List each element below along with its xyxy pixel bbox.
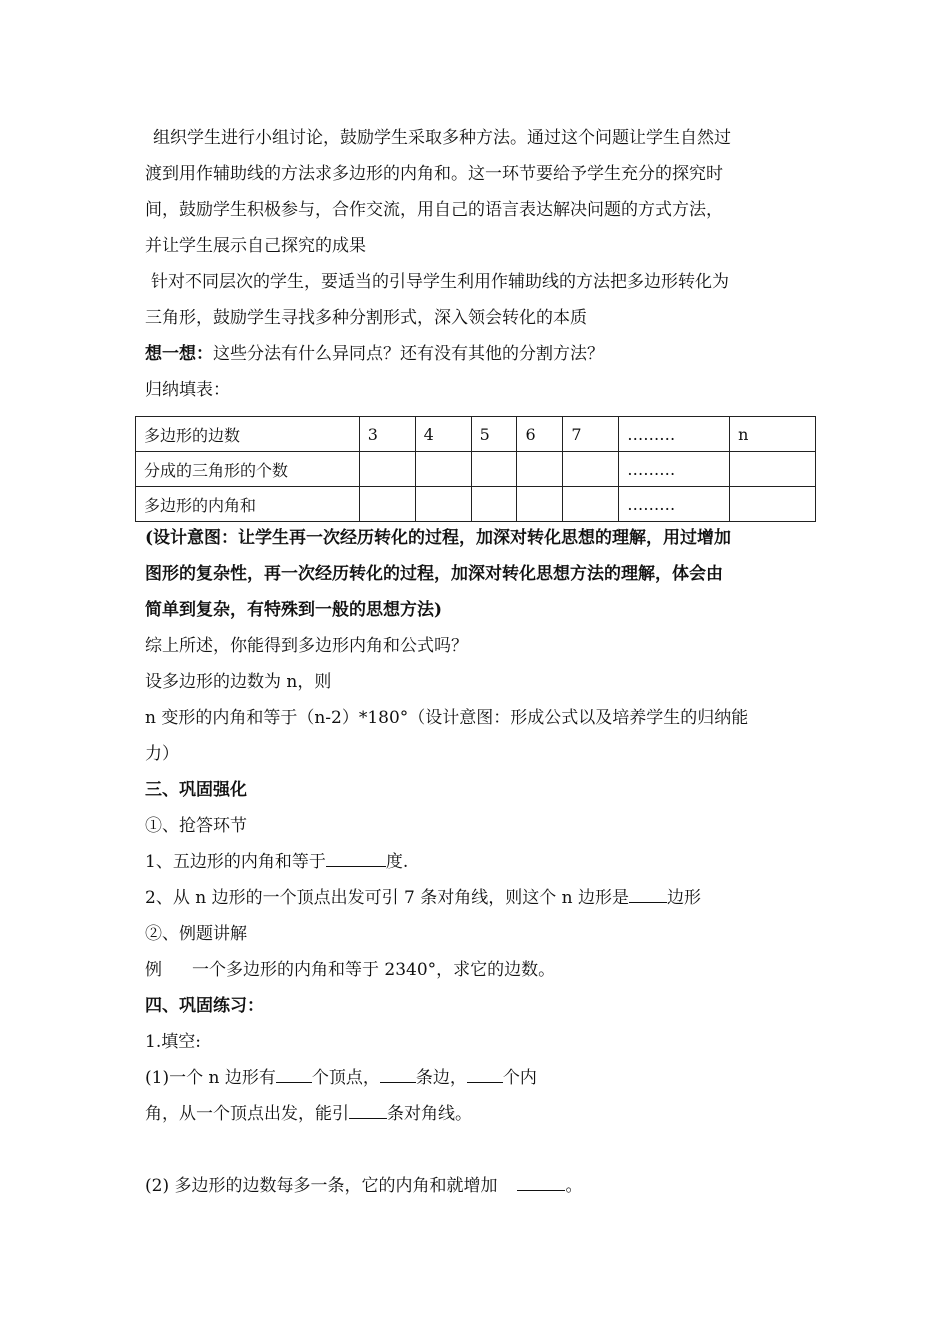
table-cell [563, 487, 619, 522]
fill-text: 个内 [502, 1068, 537, 1088]
fill-text: (1)一个 n 边形有 [145, 1068, 276, 1088]
table-cell [359, 452, 415, 487]
table-cell: ……… [619, 417, 730, 452]
table-cell: 分成的三角形的个数 [136, 452, 360, 487]
fill-text: (2) 多边形的边数每多一条，它的内角和就增加 [145, 1176, 498, 1196]
table-row [136, 487, 816, 522]
question-2 [145, 880, 815, 916]
fill-text: 个顶点， [311, 1068, 380, 1088]
section-4-title: 四、巩固练习： [145, 996, 264, 1016]
fill-text: 条对角线。 [387, 1104, 472, 1124]
example [145, 952, 815, 988]
think-prompt [145, 336, 815, 372]
table-cell: ……… [619, 452, 730, 487]
fill-text: 条边， [415, 1068, 467, 1088]
think-label: 想一想： [145, 344, 213, 364]
table-cell [471, 452, 517, 487]
summary-label: 归纳填表： [145, 380, 230, 400]
section-3-sub-2: ②、例题讲解 [145, 924, 247, 944]
fill-text: 角，从一个顶点出发，能引 [145, 1104, 349, 1124]
fill-label: 1.填空: [145, 1032, 201, 1052]
question-1 [145, 844, 815, 880]
table-cell [471, 487, 517, 522]
section-3-sub-1: ①、抢答环节 [145, 816, 247, 836]
answer-blank[interactable] [629, 888, 667, 903]
formula-line-1: n 变形的内角和等于（n-2）*180°（设计意图：形成公式以及培养学生的归纳能 [145, 708, 749, 728]
example-text: 一个多边形的内角和等于 2340°，求它的边数。 [192, 960, 556, 980]
table-row [136, 417, 816, 452]
section-3-title: 三、巩固强化 [145, 780, 247, 800]
question-2-suffix: 边形 [666, 888, 701, 908]
answer-blank[interactable] [326, 852, 386, 867]
fill-question-1-line-2 [145, 1096, 815, 1132]
table-row [136, 452, 816, 487]
intro-paragraph-2-line-1: 针对不同层次的学生，要适当的引导学生利用作辅助线的方法把多边形转化为 [151, 272, 729, 292]
table-cell: 多边形的内角和 [136, 487, 360, 522]
table-cell [415, 452, 471, 487]
table-cell: 3 [359, 417, 415, 452]
think-text: 这些分法有什么异同点？还有没有其他的分割方法？ [213, 344, 604, 364]
table-cell: 4 [415, 417, 471, 452]
main-section [145, 520, 815, 1204]
answer-blank[interactable] [517, 1176, 565, 1191]
design-intent-line-1: (设计意图：让学生再一次经历转化的过程，加深对转化思想的理解，用过增加 [145, 528, 732, 548]
fill-text: 。 [565, 1176, 583, 1196]
table-cell: 6 [517, 417, 563, 452]
formula-question: 综上所述，你能得到多边形内角和公式吗？ [145, 636, 468, 656]
answer-blank[interactable] [380, 1068, 416, 1083]
table-cell [517, 452, 563, 487]
formula-setup: 设多边形的边数为 n，则 [145, 672, 332, 692]
table-cell: ……… [619, 487, 730, 522]
answer-blank[interactable] [467, 1068, 503, 1083]
formula-line-2: 力） [145, 744, 179, 764]
design-intent-line-3: 简单到复杂，有特殊到一般的思想方法) [145, 600, 443, 620]
fill-question-2 [145, 1168, 815, 1204]
design-intent-line-2: 图形的复杂性，再一次经历转化的过程，加深对转化思想方法的理解，体会由 [145, 564, 723, 584]
intro-paragraph-1-line-1: 组织学生进行小组讨论，鼓励学生采取多种方法。通过这个问题让学生自然过 [153, 128, 731, 148]
table-cell: 多边形的边数 [136, 417, 360, 452]
answer-blank[interactable] [276, 1068, 312, 1083]
table-cell: 5 [471, 417, 517, 452]
intro-paragraph-1-line-2: 渡到用作辅助线的方法求多边形的内角和。这一环节要给予学生充分的探究时 [145, 164, 723, 184]
table-cell: 7 [563, 417, 619, 452]
answer-blank[interactable] [349, 1104, 387, 1119]
fill-question-1-line-1 [145, 1060, 815, 1096]
question-1-suffix: 度. [385, 852, 409, 872]
table-cell [415, 487, 471, 522]
intro-paragraph-1-line-3: 间，鼓励学生积极参与，合作交流，用自己的语言表达解决问题的方式方法， [145, 200, 723, 220]
table-cell [730, 487, 816, 522]
table-cell [517, 487, 563, 522]
summary-table [135, 416, 816, 522]
example-label: 例 [145, 960, 162, 980]
table-cell [730, 452, 816, 487]
intro-paragraph-2-line-2: 三角形，鼓励学生寻找多种分割形式，深入领会转化的本质 [145, 308, 587, 328]
table-cell [359, 487, 415, 522]
table-cell: n [730, 417, 816, 452]
table-cell [563, 452, 619, 487]
question-2-text: 2、从 n 边形的一个顶点出发可引 7 条对角线，则这个 n 边形是 [145, 888, 629, 908]
intro-section [145, 120, 815, 408]
intro-paragraph-1-line-4: 并让学生展示自己探究的成果 [145, 236, 366, 256]
question-1-text: 1、五边形的内角和等于 [145, 852, 326, 872]
